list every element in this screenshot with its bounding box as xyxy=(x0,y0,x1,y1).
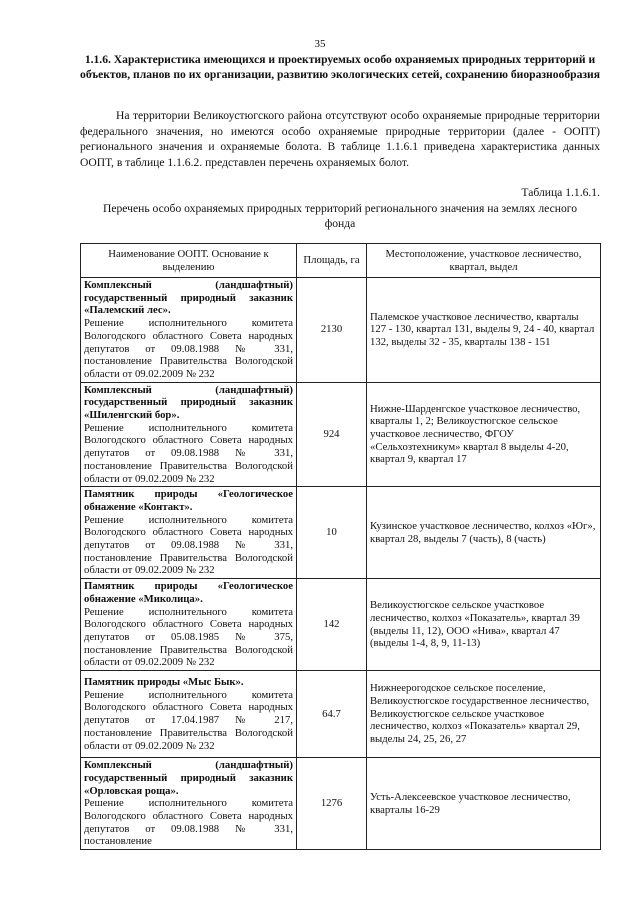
name-cell xyxy=(81,382,297,487)
designation-basis: Решение исполнительного комитета Вологодского областного Совета народных депутатов от 09.08.1988 № 331, постановление xyxy=(84,797,293,848)
area-cell: 2130 xyxy=(297,278,367,383)
page-number: 35 xyxy=(314,38,326,50)
name-cell xyxy=(81,278,297,383)
designation-basis: Решение исполнительного комитета Вологодского областного Совета народных депутатов от 09.08.1988 № 331, постановление Правительства Вологодской области от 09.02.2009 № 232 xyxy=(84,513,293,577)
header-location: Местоположение, участковое лесничество, квартал, выдел xyxy=(367,244,601,278)
location-cell: Великоустюгское сельское участковое лесничество, колхоз «Показатель», квартал 39 (выделы 11, 12), ООО «Нива», квартал 47 (выделы 1-4, 8, 9, 11-13) xyxy=(367,579,601,671)
location-cell: Усть-Алексеевское участковое лесничество, кварталы 16-29 xyxy=(367,758,601,850)
object-name: Памятник природы «Мыс Бык». xyxy=(84,675,244,688)
object-name: Комплексный (ландшафтный) государственный природный заказник «Палемский лес». xyxy=(84,279,293,317)
location-cell: Палемское участковое лесничество, кварталы 127 - 130, квартал 131, выделы 9, 24 - 40, квартал 132, выделы 32 - 35, кварталы 138 - 151 xyxy=(367,278,601,383)
table-row xyxy=(81,487,601,579)
area-cell: 10 xyxy=(297,487,367,579)
table-number: Таблица 1.1.6.1. xyxy=(521,186,600,199)
location-cell: Нижнеерогодское сельское поселение, Великоустюгское государственное лесничество, Великоустюгское сельское участковое лесничество, колхоз «Показатель» квартал 29, выделы 24, 25, 26, 27 xyxy=(367,671,601,758)
designation-basis: Решение исполнительного комитета Вологодского областного Совета народных депутатов от 09.08.1988 № 331, постановление Правительства Вологодской области от 09.02.2009 № 232 xyxy=(84,421,293,485)
area-cell: 924 xyxy=(297,382,367,487)
name-cell xyxy=(81,758,297,850)
location-cell: Нижне-Шарденгское участковое лесничество, кварталы 1, 2; Великоустюгское сельское участковое лесничество, ФГОУ «Сельхозтехникум» квартал 8 выделы 4-20, квартал 9, квартал 17 xyxy=(367,382,601,487)
protected-areas-table xyxy=(80,243,601,850)
object-name: Памятник природы «Геологическое обнажение «Миколица». xyxy=(84,580,293,605)
location-cell: Кузинское участковое лесничество, колхоз «Юг», квартал 28, выделы 7 (часть), 8 (часть) xyxy=(367,487,601,579)
header-area: Площадь, га xyxy=(297,244,367,278)
name-cell xyxy=(81,487,297,579)
area-cell: 1276 xyxy=(297,758,367,850)
table-caption: Перечень особо охраняемых природных территорий регионального значения на землях лесного фонда xyxy=(102,202,578,230)
header-name: Наименование ООПТ. Основание к выделению xyxy=(81,244,297,278)
object-name: Комплексный (ландшафтный) государственный природный заказник «Орловская роща». xyxy=(84,759,293,797)
designation-basis: Решение исполнительного комитета Вологодского областного Совета народных депутатов от 09.08.1988 № 331, постановление Правительства Вологодской области от 09.02.2009 № 232 xyxy=(84,317,293,380)
table-row xyxy=(81,758,601,850)
name-cell xyxy=(81,671,297,758)
table-row xyxy=(81,278,601,383)
section-heading: 1.1.6. Характеристика имеющихся и проектируемых особо охраняемых природных территорий и объектов, планов по их организации, развитию экологических сетей, сохранению биоразнообразия xyxy=(80,53,600,81)
intro-paragraph: На территории Великоустюгского района отсутствуют особо охраняемые природные территории федерального значения, но имеются особо охраняемые природные территории (далее - ООПТ) регионального значения и охраняемые болота. В таблице 1.1.6.1 приведена характеристика данных ООПТ, в таблице 1.1.6.2. представлен перечень охраняемых болот. xyxy=(80,109,600,169)
table-row xyxy=(81,579,601,671)
object-name: Комплексный (ландшафтный) государственный природный заказник «Шиленгский бор». xyxy=(84,383,293,422)
area-cell: 64.7 xyxy=(297,671,367,758)
table-header-row xyxy=(81,244,601,278)
designation-basis: Решение исполнительного комитета Вологодского областного Совета народных депутатов от 05.08.1985 № 375, постановление Правительства Вологодской области от 09.02.2009 № 232 xyxy=(84,605,293,669)
table-row xyxy=(81,671,601,758)
object-name: Памятник природы «Геологическое обнажение «Контакт». xyxy=(84,488,293,513)
name-cell xyxy=(81,579,297,671)
designation-basis: Решение исполнительного комитета Вологодского областного Совета народных депутатов от 17.04.1987 № 217, постановление Правительства Вологодской области от 09.02.2009 № 232 xyxy=(84,688,293,752)
area-cell: 142 xyxy=(297,579,367,671)
table-row xyxy=(81,382,601,487)
